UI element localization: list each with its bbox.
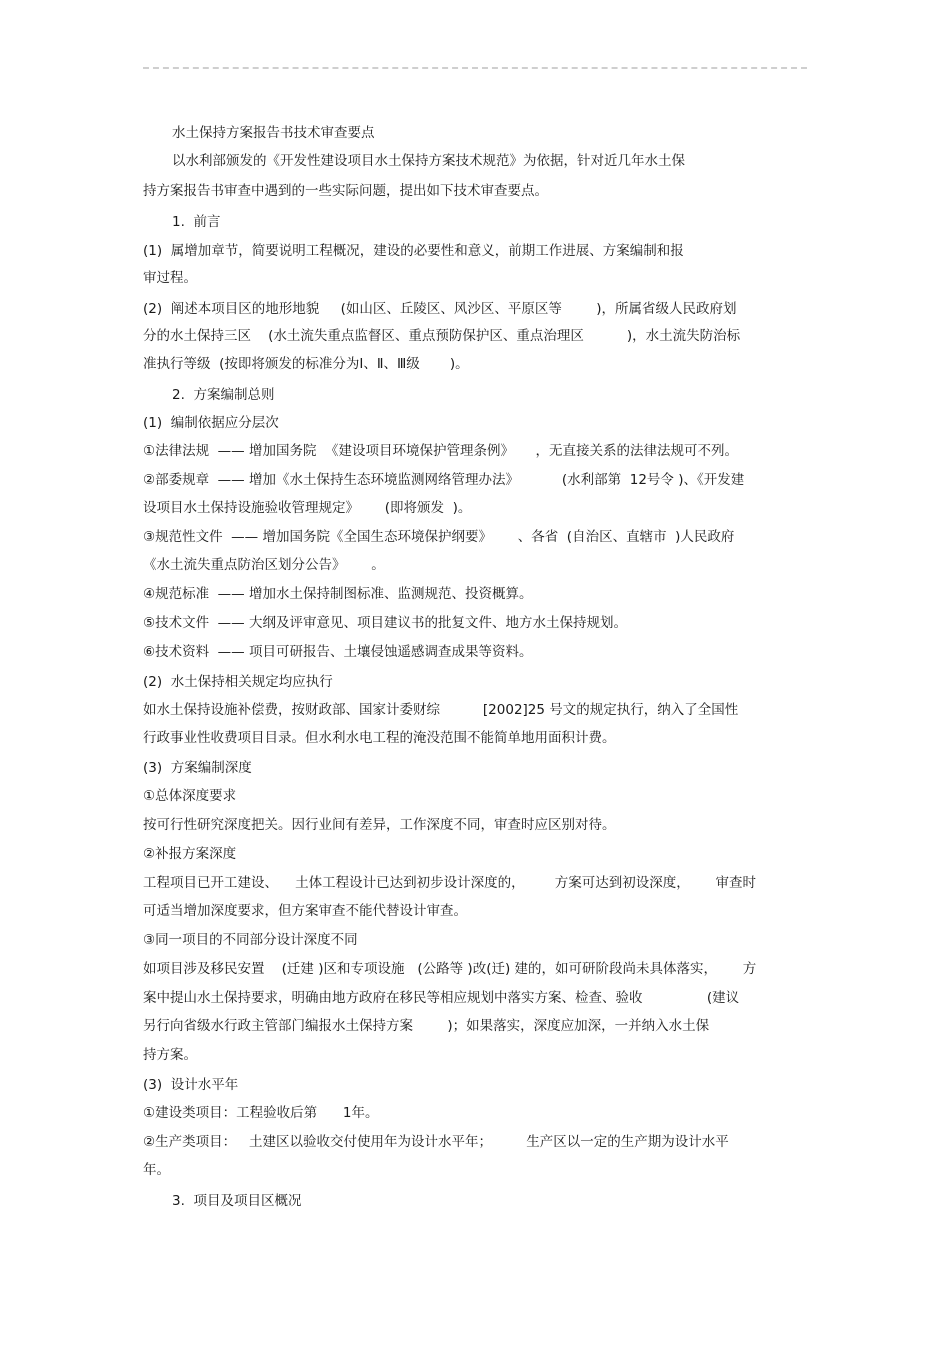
paragraph-line: ②补报方案深度 <box>143 846 237 862</box>
paragraph-line: ①总体深度要求 <box>143 788 237 804</box>
paragraph-line: (1) 属增加章节，简要说明工程概况，建设的必要性和意义，前期工作进展、方案编制和报 <box>143 243 684 259</box>
paragraph-line: ②部委规章 —— 增加《水土保持生态环境监测网络管理办法》 (水利部第 12号令 )、《开发建 <box>143 472 745 488</box>
paragraph-line: (2) 水土保持相关规定均应执行 <box>143 674 333 690</box>
paragraph-line: 工程项目已开工建设、 土体工程设计已达到初步设计深度的， 方案可达到初设深度， 审查时 <box>143 875 756 891</box>
paragraph-line: ②生产类项目： 土建区以验收交付使用年为设计水平年； 生产区以一定的生产期为设计水平 <box>143 1134 729 1150</box>
paragraph-line: ⑤技术文件 —— 大纲及评审意见、项目建议书的批复文件、地方水土保持规划。 <box>143 615 627 631</box>
intro-line: 持方案报告书审查中遇到的一些实际问题，提出如下技术审查要点。 <box>143 183 548 199</box>
paragraph-line: ③规范性文件 —— 增加国务院《全国生态环境保护纲要》 、各省 (自治区、直辖市 )人民政府 <box>143 529 735 545</box>
paragraph-line: (2) 阐述本项目区的地形地貌 (如山区、丘陵区、风沙区、平原区等 )，所属省级人民政府划 <box>143 301 737 317</box>
paragraph-line: ①法律法规 —— 增加国务院 《建设项目环境保护管理条例》 ，无直接关系的法律法规可不列。 <box>143 443 739 459</box>
paragraph-line: ①建设类项目：工程验收后第 1年。 <box>143 1105 379 1121</box>
paragraph-line: 案中提山水土保持要求，明确由地方政府在移民等相应规划中落实方案、检查、验收 (建议 <box>143 990 740 1006</box>
paragraph-line: 《水土流失重点防治区划分公告》 。 <box>143 557 385 573</box>
paragraph-line: (3) 设计水平年 <box>143 1077 239 1093</box>
paragraph-line: 持方案。 <box>143 1047 197 1063</box>
doc-title: 水土保持方案报告书技术审查要点 <box>172 125 375 141</box>
paragraph-line: 按可行性研究深度把关。因行业间有差异，工作深度不同，审查时应区别对待。 <box>143 817 616 833</box>
paragraph-line: ⑥技术资料 —— 项目可研报告、土壤侵蚀遥感调查成果等资料。 <box>143 644 533 660</box>
paragraph-line: 另行向省级水行政主管部门编报水土保持方案 )；如果落实，深度应加深，一并纳入水土保 <box>143 1018 710 1034</box>
paragraph-line: 分的水土保持三区 (水土流失重点监督区、重点预防保护区、重点治理区 )，水土流失防治标 <box>143 328 741 344</box>
section-heading: 1. 前言 <box>172 214 221 230</box>
paragraph-line: ③同一项目的不同部分设计深度不同 <box>143 932 358 948</box>
header-rule <box>143 67 807 69</box>
paragraph-line: 如项目涉及移民安置 (迁建 )区和专项设施 (公路等 )改(迁) 建的，如可研阶段尚未具体落实， 方 <box>143 961 757 977</box>
paragraph-line: ④规范标准 —— 增加水土保持制图标准、监测规范、投资概算。 <box>143 586 533 602</box>
paragraph-line: 审过程。 <box>143 270 197 286</box>
paragraph-line: 年。 <box>143 1162 170 1178</box>
paragraph-line: 设项目水土保持设施验收管理规定》 (即将颁发 )。 <box>143 500 472 516</box>
paragraph-line: 如水土保持设施补偿费，按财政部、国家计委财综 [2002]25 号文的规定执行，纳入了全国性 <box>143 702 739 718</box>
section-heading: 3. 项目及项目区概况 <box>172 1193 302 1209</box>
paragraph-line: (1) 编制依据应分层次 <box>143 415 279 431</box>
paragraph-line: (3) 方案编制深度 <box>143 760 252 776</box>
paragraph-line: 可适当增加深度要求，但方案审查不能代替设计审查。 <box>143 903 467 919</box>
paragraph-line: 行政事业性收费项目目录。但水利水电工程的淹没范围不能简单地用面积计费。 <box>143 730 616 746</box>
paragraph-line: 准执行等级 (按即将颁发的标准分为Ⅰ、Ⅱ、Ⅲ级 )。 <box>143 356 469 372</box>
intro-line: 以水利部颁发的《开发性建设项目水土保持方案技术规范》为依据，针对近几年水土保 <box>172 153 685 169</box>
section-heading: 2. 方案编制总则 <box>172 387 275 403</box>
